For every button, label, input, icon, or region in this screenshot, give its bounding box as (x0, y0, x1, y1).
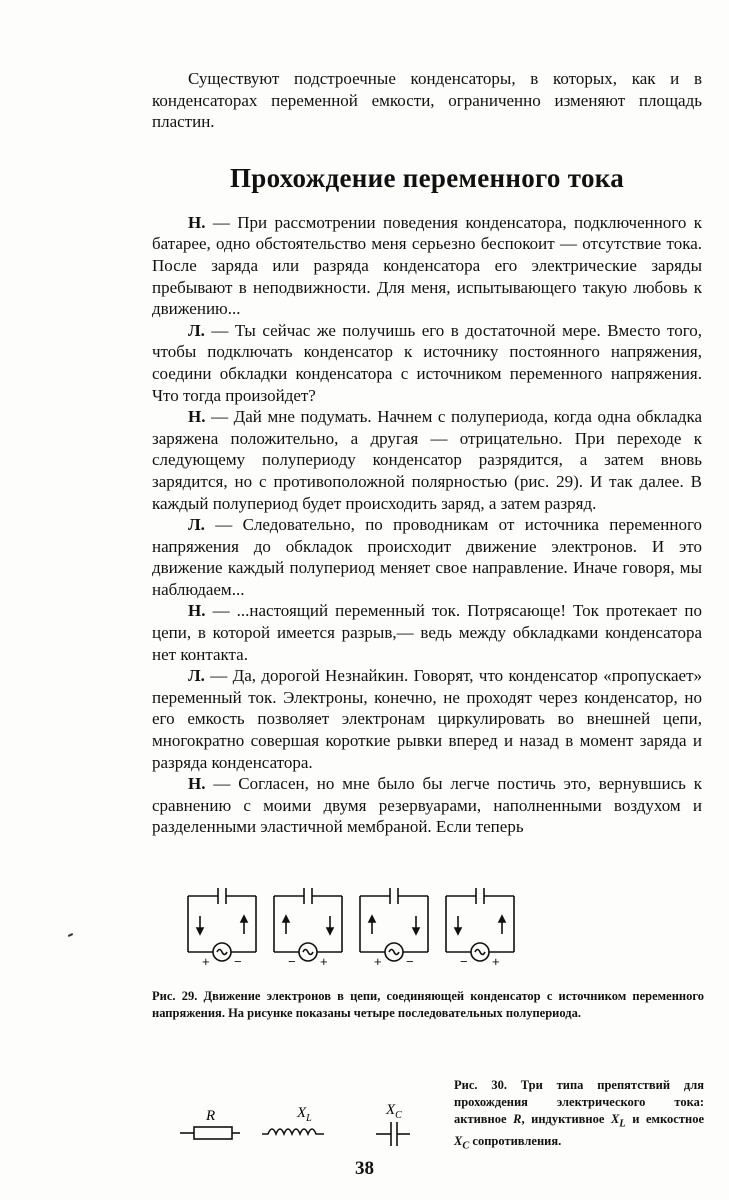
circuit-panel (188, 888, 256, 969)
ac-wave (389, 950, 399, 955)
page-number: 38 (355, 1158, 374, 1179)
dialogue-text: — Согласен, но мне было бы легче постичь это, вернувшись к сравнению с моими двумя резервуарами, наполненными воздухом и разделенными эластичной мембраной. Если теперь (152, 774, 703, 837)
circuit-panel (274, 888, 342, 969)
polarity-sign: + (202, 954, 210, 969)
scan-speck (68, 933, 73, 937)
dialogue-paragraph (152, 406, 702, 514)
ac-wave (475, 950, 485, 955)
speaker-label: Н. (188, 407, 206, 427)
figure-30-caption: Рис. 30. Три типа препятствий для прохождения электрического тока: активное R, индуктивное $X_L$ и емкостное $X_C$ сопротивления. (454, 1078, 704, 1151)
figure-29-diagram (186, 882, 526, 974)
dialogue (152, 212, 702, 838)
inductor-symbol (262, 1129, 324, 1134)
ac-wave (303, 950, 313, 955)
section-title: Прохождение переменного тока (229, 162, 625, 193)
dialogue-paragraph (152, 600, 702, 665)
dialogue-paragraph (152, 514, 702, 600)
dialogue-paragraph (152, 773, 702, 838)
inductor-label: $X_L$ (297, 1105, 312, 1124)
dialogue-text: — Да, дорогой Незнайкин. Говорят, что конденсатор «пропускает» переменный ток. Электроны, конечно, не проходят через конденсатор, но его емкость позволяет электронам циркулировать во внешней цепи, многократно совершая короткие рывки вперед и назад в момент заряда и разряда конденсатора. (152, 666, 702, 772)
intro-paragraph: Существуют подстроечные конденсаторы, в которых, как и в конденсаторах переменной емкости, ограниченно изменяют площадь пластин. (152, 69, 702, 132)
dialogue-paragraph (152, 320, 702, 406)
resistor-label: R (206, 1108, 216, 1124)
polarity-sign: − (234, 954, 242, 969)
capacitor-label: $X_C$ (386, 1102, 402, 1121)
speaker-label: Н. (188, 212, 206, 232)
figure-30-caption-lead: Рис. 30. (454, 1078, 507, 1092)
text-column (152, 68, 702, 838)
resistor-symbol (180, 1127, 240, 1139)
dialogue-text: — Дай мне подумать. Начнем с полупериода, когда одна обкладка заряжена положительно, а другая — отрицательно. При переходе к следующему полупериоду конденсатор разрядится, а затем вновь зарядится, но с противоположной полярностью (рис. 29). И так далее. В каждый полупериод будет происходить заряд, а затем разряд. (152, 407, 703, 513)
polarity-sign: − (460, 954, 468, 969)
circuit-panel (446, 888, 514, 969)
dialogue-paragraph (152, 665, 702, 773)
polarity-sign: + (374, 954, 382, 969)
polarity-sign: + (492, 954, 500, 969)
speaker-label: Л. (188, 515, 205, 535)
circuit-panel (360, 888, 428, 969)
dialogue-text: — Следовательно, по проводникам от источника переменного напряжения до обкладок происходит движение электронов. И это движение каждый полупериод меняет свое направление. Иначе говоря, мы наблюдаем... (152, 515, 702, 599)
speaker-label: Н. (188, 774, 206, 794)
polarity-sign: − (288, 954, 296, 969)
figure-30-diagram (180, 1100, 425, 1150)
dialogue-text: — При рассмотрении поведения конденсатора, подключенного к батарее, одно обстоятельство меня серьезно беспокоит — отсутствие тока. После заряда или разряда конденсатора его электрические заряды пребывают в неподвижности. Для меня, испытывающего такую любовь к движению... (152, 212, 703, 319)
figure-29-caption: Рис. 29. Движение электронов в цепи, соединяющей конденсатор с источником переменного напряжения. На рисунке показаны четыре последовательных полупериода. (152, 989, 704, 1020)
speaker-label: Л. (188, 320, 205, 340)
dialogue-paragraph (152, 212, 702, 320)
polarity-sign: − (406, 954, 414, 969)
ac-wave (217, 950, 227, 955)
speaker-label: Л. (188, 666, 205, 686)
polarity-sign: + (320, 954, 328, 969)
dialogue-text: — Ты сейчас же получишь его в достаточной мере. Вместо того, чтобы подключать конденсатор к источнику постоянного напряжения, соедини обкладки конденсатора с источником переменного напряжения. Что тогда произойдет? (152, 320, 703, 405)
speaker-label: Н. (188, 601, 206, 621)
capacitor-symbol (376, 1122, 410, 1146)
dialogue-text: — ...настоящий переменный ток. Потрясающе! Ток протекает по цепи, в которой имеется разрыв,— ведь между обкладками конденсатора нет контакта. (152, 601, 703, 664)
